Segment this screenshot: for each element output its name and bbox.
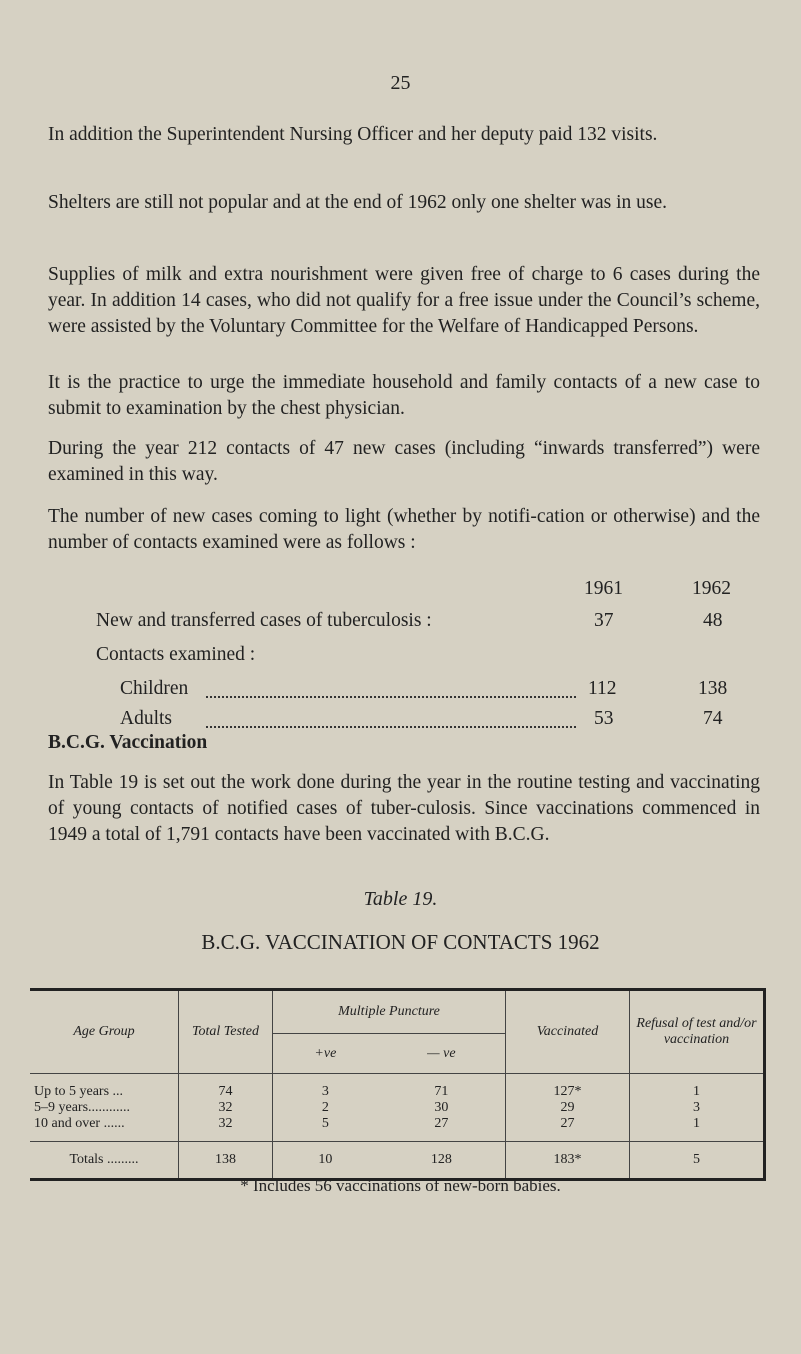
header-refusal: Refusal of test and/or vaccination	[630, 990, 765, 1074]
paragraph: Supplies of milk and extra nourishment were given free of charge to 6 cases during the year. In addition 14 cases, who did not qualify for a free issue under the Council’s scheme, were assisted by the Voluntary Committee for the Welfare of Handicapped Persons.	[48, 264, 760, 337]
cell-age: Totals .........	[30, 1142, 179, 1180]
cell-total: 32	[179, 1116, 273, 1142]
paragraph: In addition the Superintendent Nursing Officer and her deputy paid 132 visits.	[48, 124, 658, 145]
table-title: B.C.G. VACCINATION OF CONTACTS 1962	[201, 930, 600, 954]
cell-positive: 3	[321, 1083, 329, 1099]
vaccination-table	[30, 988, 766, 1181]
cell-total: 74	[179, 1074, 273, 1100]
table-label: Table 19.	[363, 888, 438, 910]
adults-label: Adults	[120, 708, 173, 729]
footnote: * Includes 56 vaccinations of new-born babies.	[240, 1176, 561, 1195]
header-negative: — ve	[378, 1034, 506, 1074]
cell-vaccinated: 27	[506, 1116, 630, 1142]
cell-positive: 2	[321, 1099, 329, 1115]
paragraph: It is the practice to urge the immediate household and family contacts of a new case to submit to examination by the chest physician.	[48, 372, 760, 419]
cell-vaccinated: 127*	[506, 1074, 630, 1100]
year-1962: 1962	[692, 578, 731, 599]
adults-1962: 74	[703, 708, 723, 729]
table-row	[30, 1100, 765, 1116]
section-heading: B.C.G. Vaccination	[48, 732, 208, 753]
cell-negative: 71	[378, 1074, 506, 1100]
new-cases-1961: 37	[594, 610, 614, 631]
header-age: Age Group	[30, 990, 179, 1074]
new-cases-1962: 48	[703, 610, 723, 631]
children-label: Children	[120, 678, 189, 699]
cell-negative: 30	[378, 1100, 506, 1116]
cell-negative: 128	[378, 1142, 506, 1180]
cell-total: 138	[179, 1142, 273, 1180]
cell-refusal: 3	[693, 1099, 700, 1115]
totals-row	[30, 1142, 765, 1180]
cell-vaccinated: 29	[506, 1100, 630, 1116]
header-total: Total Tested	[179, 990, 273, 1074]
table-row	[30, 1074, 765, 1100]
header-vaccinated: Vaccinated	[506, 990, 630, 1074]
cell-age: 5–9 years............	[30, 1100, 179, 1116]
cell-positive: 5	[273, 1116, 378, 1142]
paragraph: In Table 19 is set out the work done during the year in the routine testing and vaccinating of young contacts of notified cases of tuber-culosis. Since vaccinations commenced in 1949 a total of 1,791 contacts have been vaccinated with B.C.G.	[48, 772, 760, 845]
adults-1961: 53	[594, 708, 614, 729]
cell-negative: 27	[378, 1116, 506, 1142]
cell-positive: 10	[318, 1152, 333, 1167]
children-1961: 112	[588, 678, 617, 699]
paragraph: The number of new cases coming to light (whether by notifi-cation or otherwise) and the number of contacts examined were as follows :	[48, 506, 760, 553]
cell-refusal: 1	[693, 1083, 700, 1099]
cell-refusal: 5	[693, 1152, 700, 1167]
page-number: 25	[390, 72, 411, 94]
cell-vaccinated: 183*	[506, 1142, 630, 1180]
header-positive: +ve	[273, 1034, 378, 1074]
cell-age: 10 and over ......	[30, 1116, 179, 1142]
year-1961: 1961	[584, 578, 623, 599]
new-cases-label: New and transferred cases of tuberculosis :	[96, 610, 432, 631]
paragraph: Shelters are still not popular and at the end of 1962 only one shelter was in use.	[48, 192, 667, 213]
children-1962: 138	[698, 678, 728, 699]
contacts-label: Contacts examined :	[96, 644, 256, 665]
cell-refusal: 1	[630, 1116, 765, 1142]
header-multiple-puncture: Multiple Puncture	[273, 990, 506, 1034]
cell-age: Up to 5 years ...	[30, 1074, 179, 1100]
paragraph: During the year 212 contacts of 47 new cases (including “inwards transferred”) were examined in this way.	[48, 438, 760, 485]
table-row	[30, 1116, 765, 1142]
cell-total: 32	[179, 1100, 273, 1116]
